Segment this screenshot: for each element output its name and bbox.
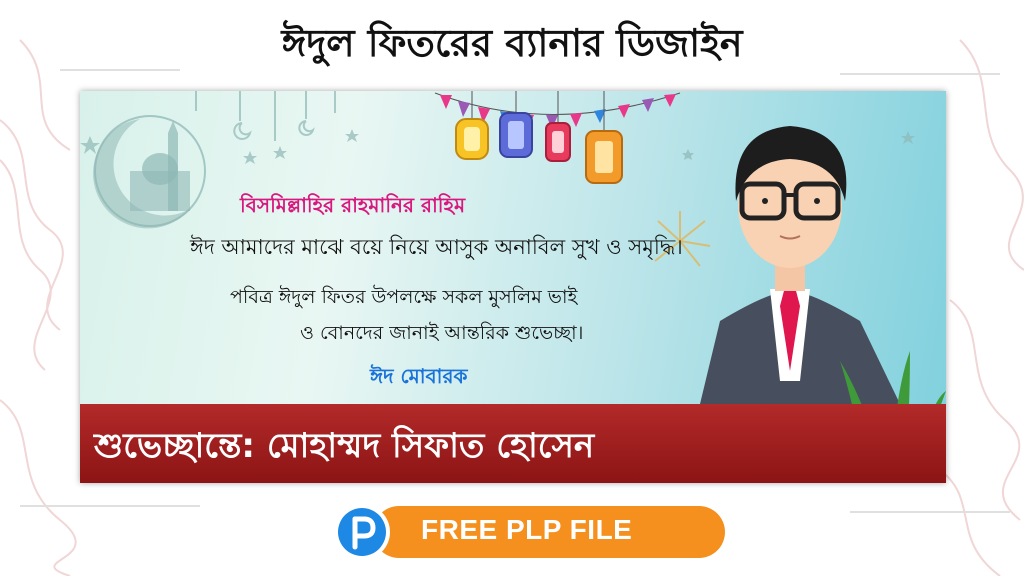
sender-name: শুভেচ্ছান্তে: মোহাম্মদ সিফাত হোসেন	[94, 426, 595, 466]
eid-mubarak-text: ঈদ মোবারক	[370, 364, 468, 388]
free-plp-file-button[interactable]	[333, 503, 725, 561]
page-title: ঈদুল ফিতরের ব্যানার ডিজাইন	[281, 21, 743, 65]
eid-banner	[80, 91, 946, 483]
wish-line-1: ঈদ আমাদের মাঝে বয়ে নিয়ে আসুক অনাবিল সুখ ও সমৃদ্ধি।	[190, 235, 683, 259]
man-avatar-illustration	[700, 126, 900, 404]
wish-line-3: ও বোনদের জানাই আন্তরিক শুভেচ্ছা।	[300, 322, 584, 344]
lantern-icons	[456, 91, 622, 183]
name-bar	[80, 404, 946, 483]
cta-label: FREE PLP FILE	[421, 514, 633, 545]
greeting-title: বিসমিল্লাহির রাহমানির রাহিম	[240, 193, 466, 217]
wish-line-2: পবিত্র ঈদুল ফিতর উপলক্ষে সকল মুসলিম ভাই	[230, 286, 578, 308]
pixellab-logo-icon	[333, 503, 391, 561]
crescent-mosque-icon	[93, 116, 205, 228]
